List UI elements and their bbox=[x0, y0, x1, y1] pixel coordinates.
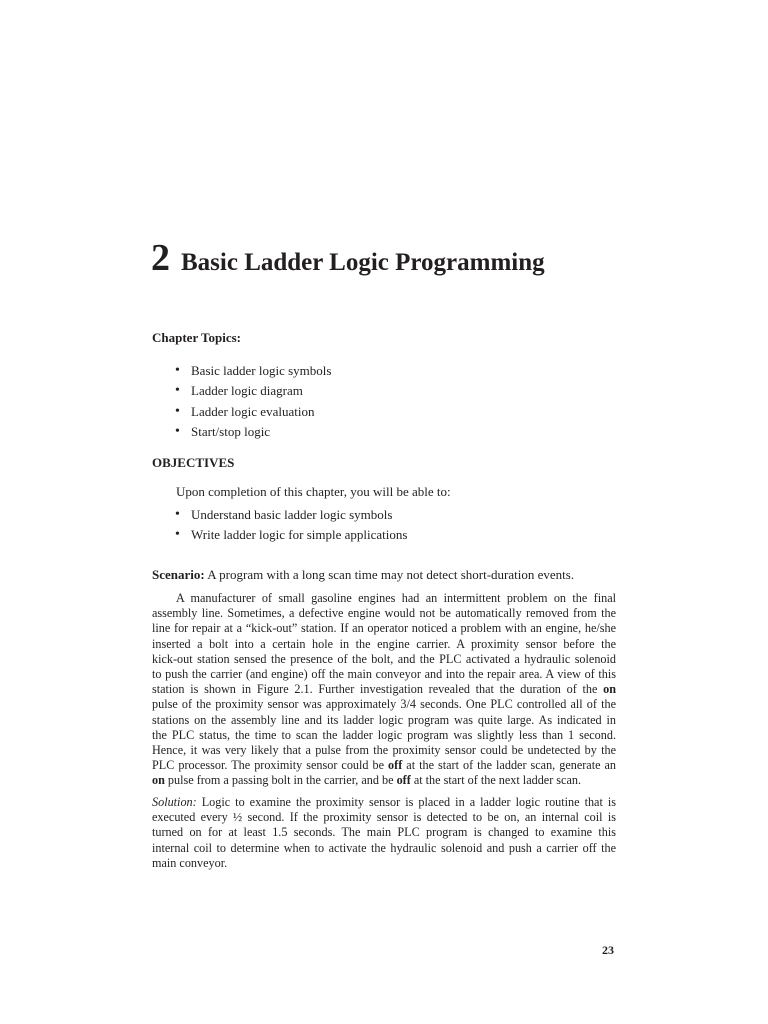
paragraph-line: line for repair at a “kick-out” station. If an operator noticed a problem with an engine, he/she bbox=[152, 621, 616, 636]
emphasis-off: off bbox=[396, 773, 411, 788]
list-item: • Ladder logic evaluation bbox=[175, 402, 331, 422]
line-text: pulse from a passing bolt in the carrier, and be bbox=[167, 773, 394, 788]
paragraph-line bbox=[152, 773, 616, 788]
scenario-label: Scenario: bbox=[152, 567, 205, 582]
line-text: at the start of the next ladder scan. bbox=[413, 773, 582, 788]
paragraph-line: inserted a bolt into a certain hole in the engine carrier. A proximity sensor before the bbox=[152, 636, 616, 651]
list-item: • Write ladder logic for simple applications bbox=[175, 525, 407, 545]
objectives-heading: OBJECTIVES bbox=[152, 455, 235, 470]
solution-paragraph bbox=[152, 795, 616, 871]
paragraph-line: main conveyor. bbox=[152, 855, 228, 870]
scenario-text: A program with a long scan time may not detect short-duration events. bbox=[207, 567, 575, 582]
list-item: • Start/stop logic bbox=[175, 422, 331, 442]
paragraph-line bbox=[152, 758, 616, 773]
paragraph-line bbox=[152, 682, 616, 697]
scenario-paragraph bbox=[152, 591, 616, 789]
paragraph-line: A manufacturer of small gasoline engines had an intermittent problem on the final bbox=[176, 591, 616, 605]
chapter-topics-list bbox=[175, 361, 331, 442]
chapter-topics-heading: Chapter Topics: bbox=[152, 330, 241, 345]
chapter-title bbox=[151, 236, 545, 280]
line-text: station is shown in Figure 2.1. Further investigation revealed that the duration of the bbox=[152, 682, 598, 697]
paragraph-line bbox=[152, 795, 616, 810]
paragraph-line: the PLC status, the time to scan the ladder logic program was slightly less than 1 second. bbox=[152, 727, 616, 742]
paragraph-line: to push the carrier (and engine) off the main conveyor and into the repair area. A view of this bbox=[152, 667, 616, 682]
solution-label: Solution: bbox=[152, 795, 197, 809]
list-item: • Understand basic ladder logic symbols bbox=[175, 505, 407, 525]
paragraph-line: stations on the assembly line and its ladder logic program was quite large. As indicated in bbox=[152, 712, 616, 727]
line-text: PLC processor. The proximity sensor could be bbox=[152, 758, 385, 773]
objectives-list bbox=[175, 505, 407, 546]
emphasis-off: off bbox=[388, 758, 403, 773]
paragraph-line: pulse of the proximity sensor was approximately 3/4 seconds. One PLC controlled all of the bbox=[152, 697, 616, 712]
list-item: • Ladder logic diagram bbox=[175, 381, 331, 401]
line-text: Logic to examine the proximity sensor is placed in a ladder logic routine that is bbox=[201, 795, 616, 809]
paragraph-line: executed every ½ second. If the proximity sensor is detected to be on, an internal coil is bbox=[152, 810, 616, 825]
line-text: at the start of the ladder scan, generate an bbox=[406, 758, 617, 773]
objectives-intro: Upon completion of this chapter, you will be able to: bbox=[176, 484, 451, 499]
chapter-number: 2 bbox=[151, 237, 169, 279]
emphasis-on: on bbox=[603, 682, 617, 697]
paragraph-line: turned on for at least 1.5 seconds. The main PLC program is changed to examine this bbox=[152, 825, 616, 840]
page-number: 23 bbox=[602, 943, 614, 957]
scenario-line bbox=[152, 567, 618, 583]
paragraph-line: Hence, it was very likely that a pulse from the proximity sensor could be undetected by the bbox=[152, 743, 616, 758]
paragraph-line: kick-out station sensed the presence of the bolt, and the PLC activated a hydraulic solenoid bbox=[152, 651, 616, 666]
paragraph-line: assembly line. Sometimes, a defective engine would not be automatically removed from the bbox=[152, 606, 616, 621]
list-item: • Basic ladder logic symbols bbox=[175, 361, 331, 381]
emphasis-on: on bbox=[152, 773, 165, 788]
chapter-name: Basic Ladder Logic Programming bbox=[181, 249, 545, 276]
paragraph-line: internal coil to determine when to activate the hydraulic solenoid and push a carrier off the bbox=[152, 840, 616, 855]
